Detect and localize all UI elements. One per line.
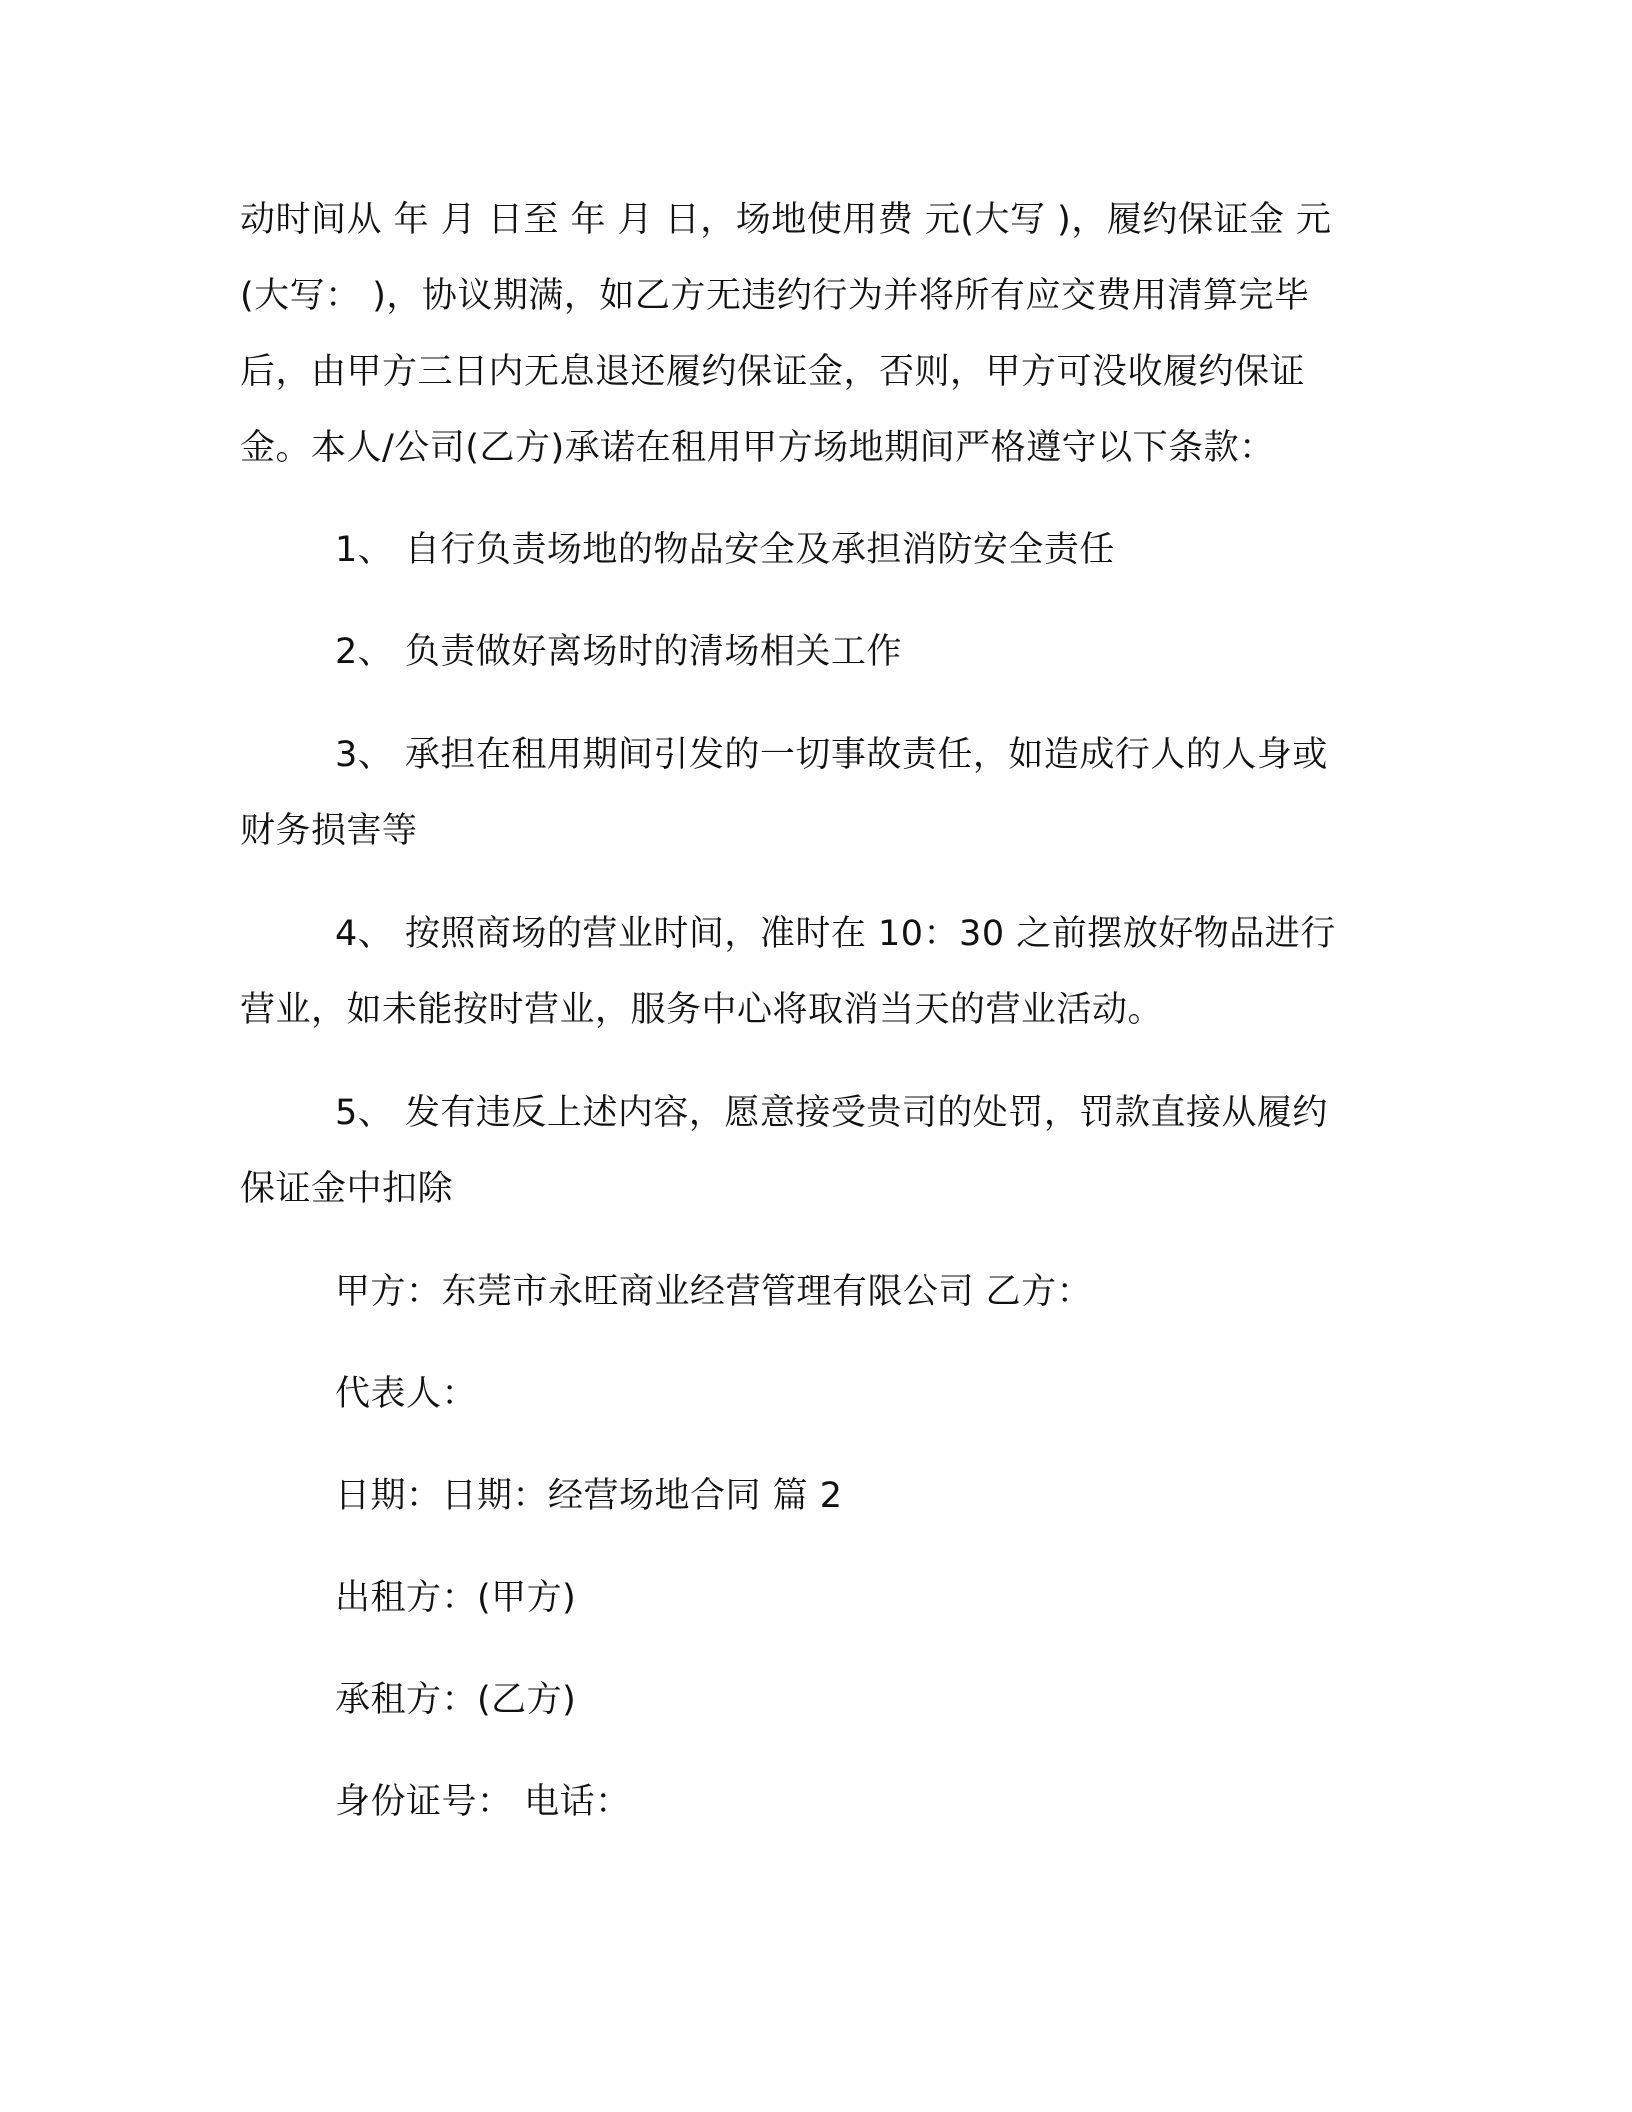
paragraph-line: 金。本人/公司(乙方)承诺在租用甲方场地期间严格遵守以下条款： bbox=[240, 428, 1275, 468]
paragraph-line: (大写： )，协议期满，如乙方无违约行为并将所有应交费用清算完毕 bbox=[240, 276, 1310, 316]
lessee-line: 承租方：(乙方) bbox=[335, 1680, 577, 1720]
id-phone-line: 身份证号： 电话： bbox=[335, 1782, 631, 1822]
paragraph-line: 后，由甲方三日内无息退还履约保证金，否则，甲方可没收履约保证 bbox=[240, 352, 1306, 392]
representative-line: 代表人： bbox=[335, 1374, 478, 1414]
paragraph-line: 动时间从 年 月 日至 年 月 日，场地使用费 元(大写 )，履约保证金 元 bbox=[240, 200, 1332, 240]
clause-1: 1、 自行负责场地的物品安全及承担消防安全责任 bbox=[335, 530, 1115, 570]
clause-5-continuation: 保证金中扣除 bbox=[240, 1169, 454, 1209]
clause-3-continuation: 财务损害等 bbox=[240, 811, 418, 851]
clause-2: 2、 负责做好离场时的清场相关工作 bbox=[335, 632, 902, 672]
clause-4: 4、 按照商场的营业时间，准时在 10：30 之前摆放好物品进行 bbox=[335, 914, 1336, 954]
date-line: 日期：日期：经营场地合同 篇 2 bbox=[335, 1476, 843, 1516]
party-a-line: 甲方：东莞市永旺商业经营管理有限公司 乙方： bbox=[335, 1272, 1093, 1312]
clause-3: 3、 承担在租用期间引发的一切事故责任，如造成行人的人身或 bbox=[335, 735, 1328, 775]
clause-5: 5、 发有违反上述内容，愿意接受贵司的处罚，罚款直接从履约 bbox=[335, 1093, 1328, 1133]
lessor-line: 出租方：(甲方) bbox=[335, 1578, 577, 1618]
clause-4-continuation: 营业，如未能按时营业，服务中心将取消当天的营业活动。 bbox=[240, 990, 1164, 1030]
